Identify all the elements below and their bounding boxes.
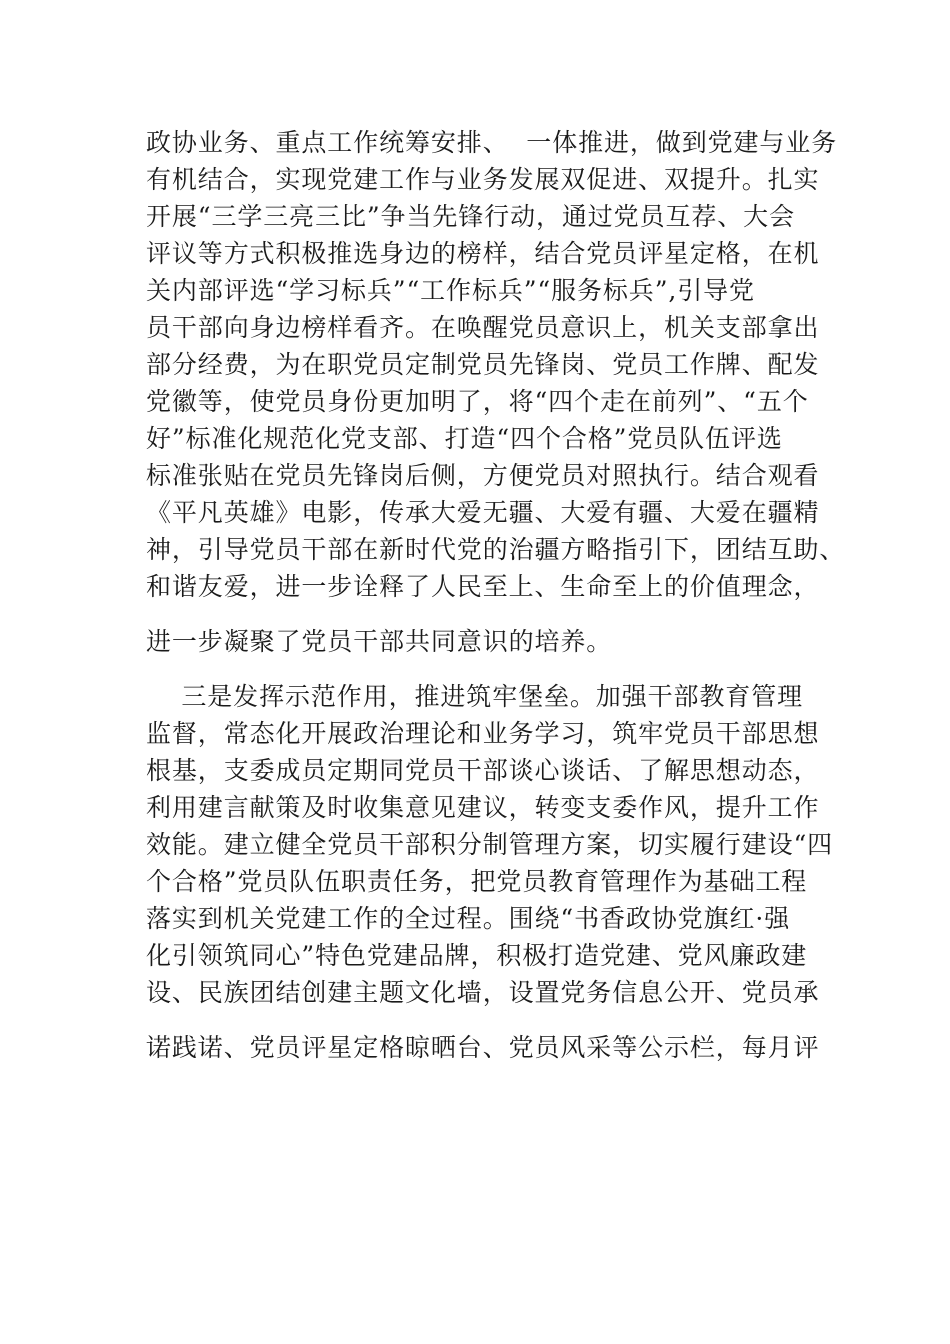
text-line: 设、民族团结创建主题文化墙，设置党务信息公开、党员承 xyxy=(146,978,820,1007)
text-line: 效能。建立健全党员干部积分制管理方案，切实履行建设“四 xyxy=(146,830,834,859)
text-line: 化引领筑同心”特色党建品牌，积极打造党建、党风廉政建 xyxy=(146,941,808,970)
text-line: 政协业务、重点工作统筹安排、 一体推进，做到党建与业务 xyxy=(146,128,838,157)
text-line: 党徽等，使党员身份更加明了，将“四个走在前列”、“五个 xyxy=(146,387,809,416)
text-line: 和谐友爱，进一步诠释了人民至上、生命至上的价值理念， xyxy=(146,572,820,601)
text-line: 利用建言献策及时收集意见建议，转变支委作风，提升工作 xyxy=(146,793,820,822)
text-line: 部分经费，为在职党员定制党员先锋岗、党员工作牌、配发 xyxy=(146,350,820,379)
text-line: 员干部向身边榜样看齐。在唤醒党员意识上，机关支部拿出 xyxy=(146,313,820,342)
text-line: 根基，支委成员定期同党员干部谈心谈话、了解思想动态， xyxy=(146,756,820,785)
text-line: 标准张贴在党员先锋岗后侧，方便党员对照执行。结合观看 xyxy=(146,461,820,490)
paragraph-start: 三是发挥示范作用，推进筑牢堡垒。加强干部教育管理 xyxy=(146,682,803,711)
text-line: 开展“三学三亮三比”争当先锋行动，通过党员互荐、大会 xyxy=(146,202,795,231)
text-line: 落实到机关党建工作的全过程。围绕“书香政协党旗红·强 xyxy=(146,904,791,933)
text-line: 神，引导党员干部在新时代党的治疆方略指引下，团结互助、 xyxy=(146,535,846,564)
text-line: 有机结合，实现党建工作与业务发展双促进、双提升。扎实 xyxy=(146,165,820,194)
text-line: 诺践诺、党员评星定格晾晒台、党员风采等公示栏，每月评 xyxy=(146,1033,820,1062)
text-line: 个合格”党员队伍职责任务，把党员教育管理作为基础工程 xyxy=(146,867,808,896)
text-line: 监督，常态化开展政治理论和业务学习，筑牢党员干部思想 xyxy=(146,719,820,748)
text-line: 评议等方式积极推选身边的榜样，结合党员评星定格，在机 xyxy=(146,239,820,268)
text-line: 好”标准化规范化党支部、打造“四个合格”党员队伍评选 xyxy=(146,424,783,453)
text-line: 关内部评选“学习标兵”“工作标兵”“服务标兵”,引导党 xyxy=(146,276,755,305)
text-line: 进一步凝聚了党员干部共同意识的培养。 xyxy=(146,627,613,656)
text-line: 《平凡英雄》电影，传承大爱无疆、大爱有疆、大爱在疆精 xyxy=(146,498,820,527)
